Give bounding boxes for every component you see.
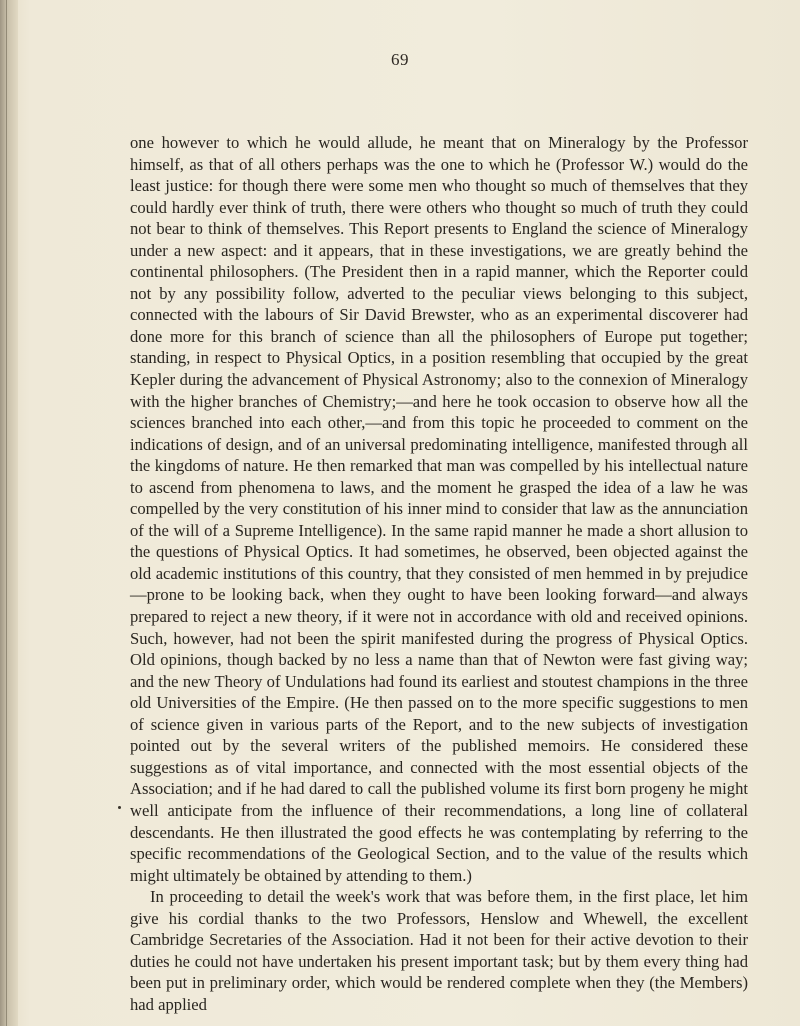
spine-fold-line [6,0,7,1026]
body-text [130,132,748,1015]
book-spine-shadow [0,0,18,1026]
margin-speck [118,806,121,809]
page-number: 69 [391,50,409,69]
paragraph-continued: one however to which he would allude, he meant that on Mineralogy by the Professor himself, as that of all others perhaps was the one to which he (Professor W.) would do the least justice: for though there were some men who thought so much of themselves that they could hardly ever think of truth, there were others who thought so much of truth they could not bear to think of themselves. This Report presents to England the science of Mineralogy under a new aspect: and it appears, that in these investigations, we are greatly behind the continental philosophers. (The President then in a rapid manner, which the Reporter could not by any possibility follow, adverted to the peculiar views belonging to this subject, connected with the labours of Sir David Brewster, who as an experimental discoverer had done more for this branch of science than all the philosophers of Europe put together; standing, in respect to Physical Optics, in a position resembling that occupied by the great Kepler during the advancement of Physical Astronomy; also to the connexion of Mineralogy with the higher branches of Chemistry;—and here he took occasion to observe how all the sciences branched into each other,—and from this topic he proceeded to comment on the indications of design, and of an universal predominating intelligence, manifested through all the kingdoms of nature. He then remarked that man was compelled by his intellectual nature to ascend from phenomena to laws, and the moment he grasped the idea of a law he was compelled by the very constitution of his inner mind to consider that law as the annunciation of the will of a Supreme Intelligence). In the same rapid manner he made a short allusion to the questions of Physical Optics. It had sometimes, he observed, been objected against the old academic institutions of this country, that they consisted of men hemmed in by prejudice—prone to be looking back, when they ought to have been looking forward—and always prepared to reject a new theory, if it were not in accordance with old and received opinions. Such, however, had not been the spirit manifested during the progress of Physical Optics. Old opinions, though backed by no less a name than that of Newton were fast giving way; and the new Theory of Undulations had found its earliest and stoutest champions in the three old Universities of the Empire. (He then passed on to the more specific suggestions to men of science given in various parts of the Report, and to the new subjects of investigation pointed out by the several writers of the published memoirs. He considered these suggestions as of vital importance, and connected with the most essential objects of the Association; and if he had dared to call the published volume its first born progeny he might well anticipate from the influence of their recommendations, a long line of collateral descendants. He then illustrated the good effects he was contemplating by referring to the specific recommendations of the Geological Section, and to the value of the results which might ultimately be obtained by attending to them.) [130,133,748,885]
paragraph-new: In proceeding to detail the week's work that was before them, in the first place, let him give his cordial thanks to the two Professors, Henslow and Whewell, the excellent Cambridge Secretaries of the Association. Had it not been for their active devotion to their duties he could not have undertaken his present important task; but by them every thing had been put in preliminary order, which would be rendered complete when they (the Members) had applied [130,887,748,1014]
